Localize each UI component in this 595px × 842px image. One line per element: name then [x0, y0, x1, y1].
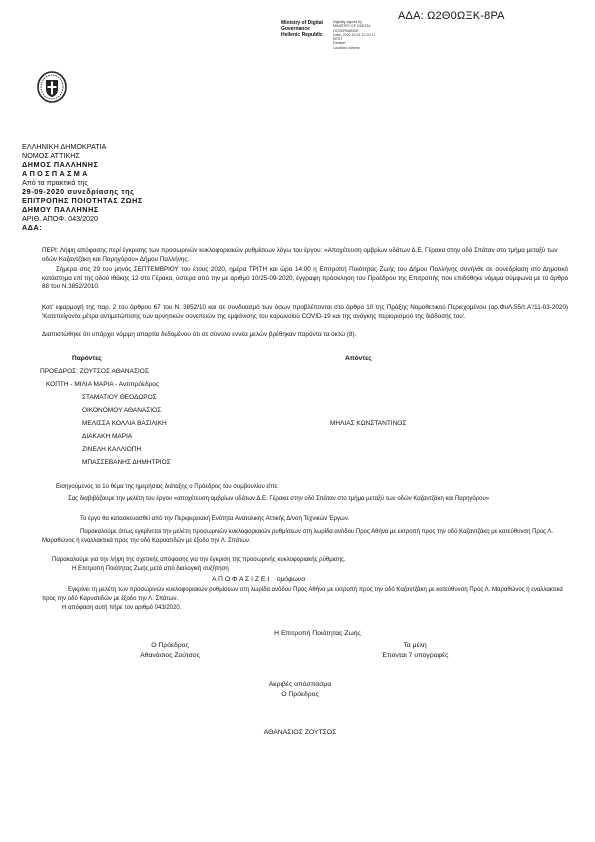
- decides-text: Α Π Ο Φ Α Σ Ι Ζ Ε Ι: [212, 576, 270, 583]
- present-member: ΖΙΝΕΛΗ ΚΑΛΛΙΟΠΗ: [82, 446, 142, 453]
- committee-discussion: Η Επιτροπή Ποιότητας Ζωής μετά από διαλογική συζήτηση: [72, 566, 229, 572]
- members-block: [345, 641, 485, 660]
- ministry-block: [281, 20, 323, 38]
- agenda-intro: Εισηγούμενος το 1ο θέμα της ημερήσιας διάταξης ο Πρόεδρος του συμβουλίου είπε:: [56, 484, 279, 490]
- chair-title: Ο Πρόεδρος: [151, 642, 189, 649]
- members-signed: Έπονται 7 υπογραφές: [381, 651, 449, 659]
- subject-paragraph: ΠΕΡΙ: Λήψη απόφασης περί έγκρισης των προσωρινών κυκλοφοριακών ρυθμίσεων λόγω του έργου: «Αποχέτευση ομβρίων υδάτων Δ.Ε. Γέρακα στην οδό Σπάταν στο τμήμα μεταξύ των οδών Καζαντζάκη και Παρηγόρου» Δήμου Παλλήνης.: [42, 247, 558, 263]
- header-republic: ΕΛΛΗΝΙΚΗ ΔΗΜΟΚΡΑΤΙΑ: [22, 142, 107, 151]
- signature-line: Date: 2020.10.01 12:22:17: [333, 32, 376, 37]
- decision-text: Εγκρίνει τη μελέτη των προσωρινών κυκλοφοριακών ρυθμίσεων στη λωρίδα ανόδου Προς Αθήνα με εκτροπή προς την οδό Καζαντζάκη με κατεύθυνση Προς Λ. Μαραθώνος ή εναλλακτικά προς την οδό Καρυατιδών με έξοδο την Λ. Σπάτων.: [42, 587, 563, 602]
- true-copy-title: Ο Πρόεδρος: [281, 690, 319, 698]
- quote-study: Σας διαβιβάζουμε την μελέτη του έργου «αποχέτευση ομβρίων υδάτων Δ.Ε. Γέρακα στην οδό Σπάταν στο τμήμα μεταξύ των οδών Καζαντζάκη και Παρηγόρου»: [68, 496, 490, 502]
- present-member: ΠΡΟΕΔΡΟΣ: ΖΟΥΤΣΟΣ ΑΘΑΝΑΣΙΟΣ: [40, 368, 149, 375]
- present-member: ΟΙΚΟΝΟΜΟΥ ΑΘΑΝΑΣΙΟΣ: [82, 407, 162, 414]
- true-copy-block: [220, 680, 380, 699]
- signature-line: Digitally signed by: [333, 20, 362, 24]
- header-ada: [22, 224, 42, 233]
- signature-line: Location: Athens: [333, 45, 360, 50]
- present-member: ΜΕΛΙΣΣΑ ΚΟΛΛΙΑ ΒΑΣΙΛΙΚΗ: [82, 420, 167, 427]
- session-paragraph: Σήμερα στις 29 του μηνός ΣΕΠΤΕΜΒΡΙΟΥ του έτους 2020, ημέρα ΤΡΙΤΗ και ώρα 14:00 η Επιτροπή Ποιότητας Ζωής του Δήμου Παλλήνης συνήλθε σε συνεδρίαση στο Δημοτικό κατάστημα επί της οδού Ιθάκης 12 στο Γέρακα, ύστερα από την με αριθμό 10/25-09-2020, έγγραφη πρόσκληση του Προέδρου της Επιτροπής που επιδόθηκε νόμιμα σύμφωνα με το άρθρο 88 του Ν.3852/2010.: [42, 266, 568, 291]
- present-member: ΚΟΠΤΗ - ΜΙΛΙΑ ΜΑΡΙΑ - Αντιπρόεδρος: [46, 381, 160, 388]
- present-heading: Παρόντες: [72, 355, 102, 362]
- absent-member: ΜΗΛΙΑΣ ΚΩΝΣΤΑΝΤΙΝΟΣ: [330, 420, 407, 427]
- header-extract-text: ΑΠΟΣΠΑΣΜΑ: [22, 169, 90, 178]
- quote-request: Παρακαλούμε όπως εγκρίνεται την μελέτη προσωρινών κυκλοφοριακών ρυθμίσεων στη λωρίδα ανόδου Προς Αθήνα με εκτροπή προς την οδό Καζαντζάκη με κατεύθυνση Προς Λ. Μαραθώνος ή εναλλακτικά προς την οδό Καρυατιδών με έξοδο την Λ. Σπάτων.: [42, 529, 554, 544]
- header-decision-number: ΑΡΙΘ. ΑΠΟΦ. 043/2020: [22, 214, 99, 223]
- header-prefecture: ΝΟΜΟΣ ΑΤΤΙΚΗΣ: [22, 151, 80, 160]
- header-committee-municipality-text: ΔΗΜΟΥ ΠΑΛΛΗΝΗΣ: [22, 205, 99, 214]
- quorum-paragraph: Διαπιστώθηκε ότι υπάρχει νόμιμη απαρτία δεδομένου ότι σε σύνολο εννέα μελών βρέθηκαν παρόντα τα οκτώ (8).: [42, 331, 357, 338]
- header-ada-text: ΑΔΑ:: [22, 223, 43, 232]
- signature-line: MINISTRY OF DIGITAL: [333, 24, 371, 29]
- decides-heading: [212, 576, 305, 583]
- signature-line: EEST: [333, 37, 343, 42]
- unanimously-text: ομόφωνα: [276, 576, 306, 583]
- ministry-line: Ministry of Digital: [281, 20, 323, 26]
- present-member: ΔΙΑΚΑΚΗ ΜΑΡΙΑ: [82, 433, 133, 440]
- chair-name: Αθανάσιος Ζούτσος: [140, 651, 200, 659]
- decision-number-text: Η απόφαση αυτή πήρε τον αριθμό 043/2020.: [62, 605, 182, 611]
- hellenic-emblem-icon: [35, 70, 69, 104]
- digital-signature-block: [333, 20, 376, 50]
- present-member: ΣΤΑΜΑΤΙΟΥ ΘΕΟΔΩΡΟΣ: [82, 394, 157, 401]
- true-copy-label: Ακριβές απόσπασμα: [268, 681, 332, 688]
- quote-request-decision: Παρακαλούμε για την λήψη της σχετικής απόφασης για την έγκριση της προσωρινής κυκλοφοριακής ρύθμισης.: [52, 557, 346, 563]
- header-committee-text: ΕΠΙΤΡΟΠΗΣ ΠΟΙΟΤΗΤΑΣ ΖΩΗΣ: [22, 196, 143, 205]
- signature-line: GOVERNANCE: [333, 28, 359, 33]
- present-member: ΜΠΑΣΣΕΒΑΝΗΣ ΔΗΜΗΤΡΙΟΣ: [82, 459, 171, 466]
- header-municipality-text: ΔΗΜΟΣ ΠΑΛΛΗΝΗΣ: [22, 160, 99, 169]
- signatory-name: ΑΘΑΝΑΣΙΟΣ ΖΟΥΤΣΟΣ: [263, 729, 337, 736]
- ministry-line: Governance: [281, 26, 310, 32]
- quote-contractor: Το έργο θα κατασκευασθεί από την Περιφερειακή Ενότητα Ανατολικής Αττικής Δ/νση Τεχνικών Έργων.: [80, 516, 350, 522]
- closing-committee-text: Η Επιτροπή Ποιότητας Ζωής: [274, 630, 361, 637]
- ministry-line: Hellenic Republic: [281, 32, 323, 38]
- absent-heading: Απόντες: [345, 355, 372, 362]
- ada-code: ΑΔΑ: Ω2Θ0ΩΞΚ-8ΡΑ: [398, 10, 505, 22]
- header-minutes: Από τα πρακτικά της: [22, 178, 88, 187]
- signature-line: Reason:: [333, 41, 347, 46]
- header-session-date-text: 29-09-2020 συνεδρίασης της: [22, 187, 135, 196]
- legal-basis-paragraph: Κατ' εφαρμογή της παρ. 2 του άρθρου 67 του Ν. 3852/10 και σε συνδυασμό των όσων προβλέπονται στο άρθρο 10 της Πράξης Νομοθετικού Περιεχομένου (αρ.ΦυΛ.55/τ.Α'/11-03-2020) 'Κατεπείγοντα μέτρα αντιμετώπισης των αρνητικών συνεπειών της εμφάνισης του κορωνοϊού COVID-19 και της ανάγκης περιορισμού της διάδοσής του'.: [42, 304, 568, 320]
- chair-block: [100, 641, 240, 660]
- members-title: Τα μέλη: [403, 642, 427, 649]
- closing-committee: [0, 630, 595, 637]
